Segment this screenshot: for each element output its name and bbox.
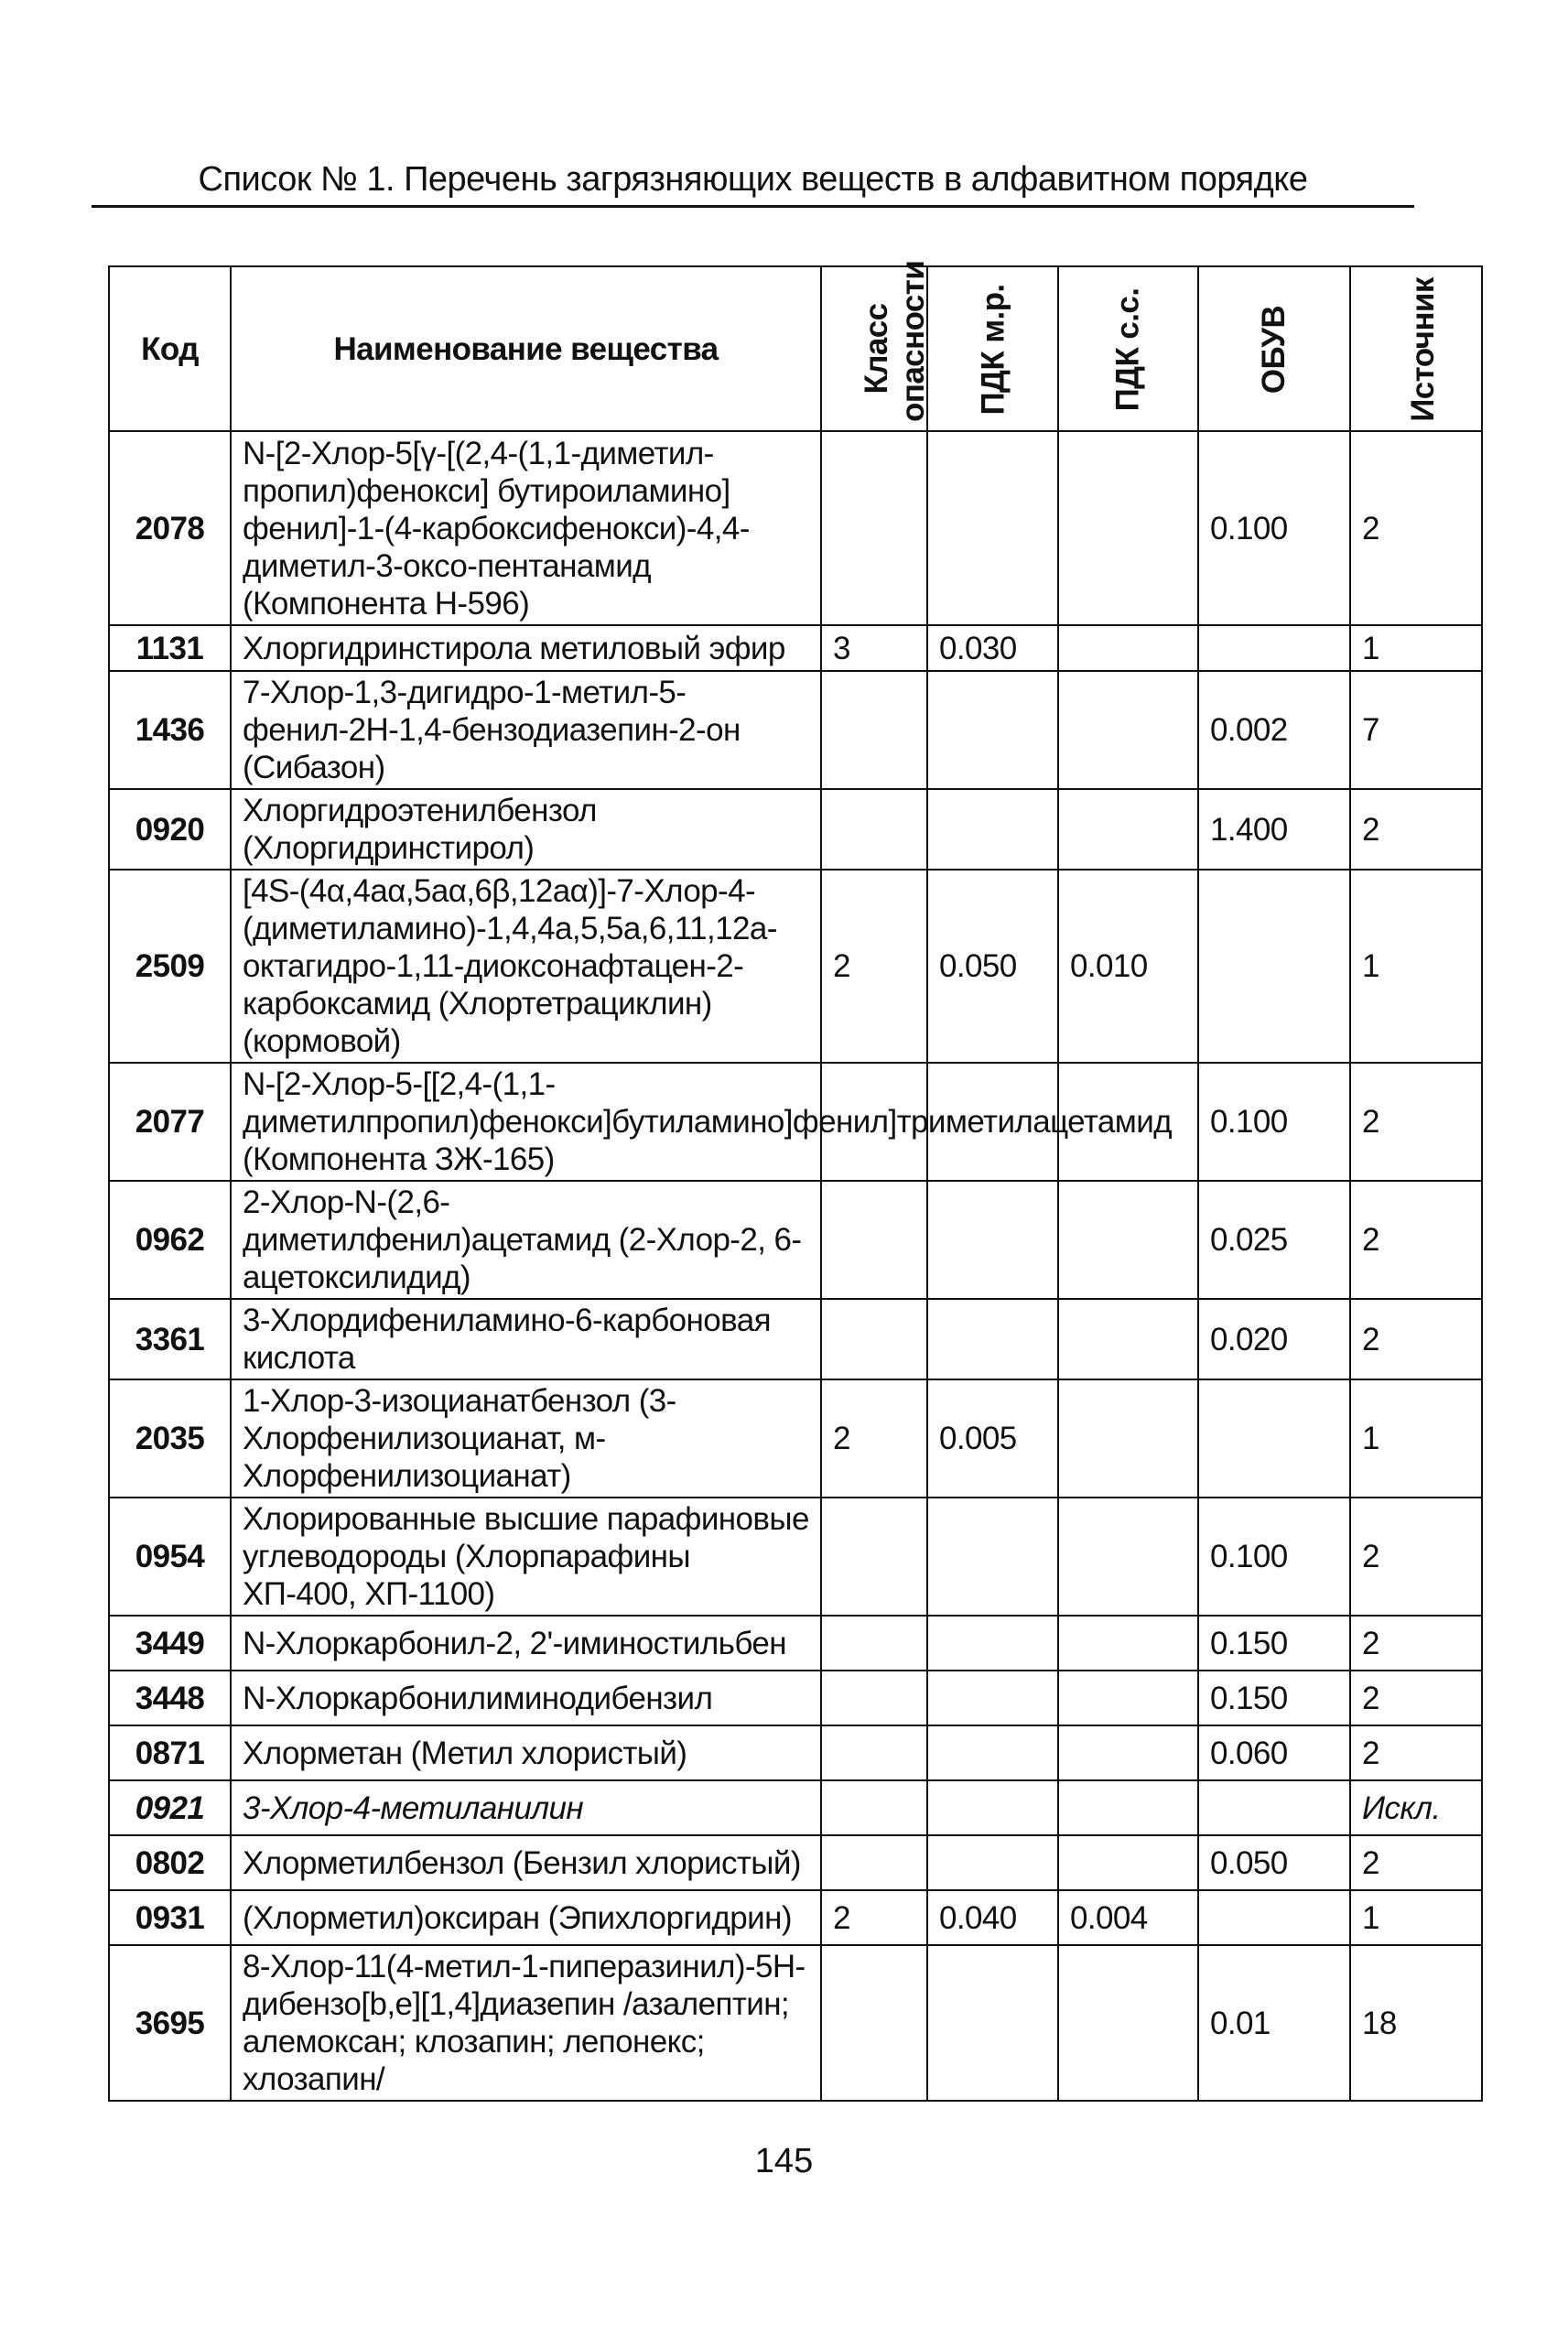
cell-source: 1 [1350, 870, 1482, 1063]
pollutants-table [108, 260, 1483, 2102]
col-header-pdk-ss [1058, 266, 1198, 431]
table-row [109, 1835, 1482, 1890]
obuv-label: ОБУВ [1255, 305, 1292, 394]
cell-hazard-class: 3 [821, 625, 927, 671]
table-row [109, 1063, 1482, 1181]
cell-pdk-ss [1058, 1379, 1198, 1498]
cell-code: 1131 [109, 625, 231, 671]
cell-source: 18 [1350, 1945, 1482, 2101]
cell-code: 0962 [109, 1181, 231, 1299]
cell-obuv [1198, 1890, 1350, 1945]
cell-pdk-ss [1058, 1835, 1198, 1890]
cell-pdk-ss [1058, 1725, 1198, 1780]
cell-obuv [1198, 870, 1350, 1063]
cell-pdk-mr: 0.030 [927, 625, 1058, 671]
cell-name: N-Хлоркарбонил-2, 2'-иминостильбен [231, 1616, 821, 1671]
page-title: Список № 1. Перечень загрязняющих веществ в алфавитном порядке [92, 154, 1414, 208]
cell-obuv [1198, 625, 1350, 671]
cell-pdk-ss [1058, 1498, 1198, 1616]
cell-code: 3695 [109, 1945, 231, 2101]
cell-source: 7 [1350, 671, 1482, 789]
cell-code: 0802 [109, 1835, 231, 1890]
cell-code: 0920 [109, 789, 231, 870]
cell-pdk-mr [927, 1780, 1058, 1835]
cell-source: 1 [1350, 1890, 1482, 1945]
cell-pdk-ss [1058, 789, 1198, 870]
cell-code: 0921 [109, 1780, 231, 1835]
cell-name: Хлорированные высшие парафиновые углеводороды (Хлорпарафины ХП-400, ХП-1100) [231, 1498, 821, 1616]
cell-hazard-class [821, 1498, 927, 1616]
col-header-pdk-mr [927, 266, 1058, 431]
table-row [109, 1725, 1482, 1780]
col-header-hazard-class [821, 260, 931, 431]
cell-name: 8-Хлор-11(4-метил-1-пиперазинил)-5Н-дибензо[b,e][1,4]диазепин /азалептин; алемоксан; клозапин; лепонекс; хлозапин/ [231, 1945, 821, 2101]
cell-obuv: 0.002 [1198, 671, 1350, 789]
cell-name: N-[2-Хлор-5[γ-[(2,4-(1,1-диметил-пропил)фенокси] бутироиламино] фенил]-1-(4-карбоксифенокси)-4,4-диметил-3-оксо-пентанамид (Компонента Н-596) [231, 431, 821, 625]
table-row [109, 1379, 1482, 1498]
table-row [109, 671, 1482, 789]
cell-hazard-class [821, 1725, 927, 1780]
cell-obuv: 0.050 [1198, 1835, 1350, 1890]
table-row [109, 1780, 1482, 1835]
cell-code: 2078 [109, 431, 231, 625]
table-row [109, 431, 1482, 625]
table-row [109, 870, 1482, 1063]
cell-pdk-ss [1058, 1780, 1198, 1835]
cell-source: 2 [1350, 1181, 1482, 1299]
cell-source: 2 [1350, 431, 1482, 625]
cell-obuv: 0.150 [1198, 1671, 1350, 1725]
cell-name: 7-Хлор-1,3-дигидро-1-метил-5-фенил-2Н-1,4-бензодиазепин-2-он (Сибазон) [231, 671, 821, 789]
cell-pdk-ss: 0.004 [1058, 1890, 1198, 1945]
cell-hazard-class [821, 431, 927, 625]
cell-name: (Хлорметил)оксиран (Эпихлоргидрин) [231, 1890, 821, 1945]
cell-hazard-class: 2 [821, 1379, 927, 1498]
cell-pdk-ss [1058, 1945, 1198, 2101]
cell-pdk-ss [1058, 625, 1198, 671]
cell-pdk-ss [1058, 431, 1198, 625]
table-row [109, 1498, 1482, 1616]
cell-pdk-ss [1058, 1299, 1198, 1379]
cell-hazard-class: 2 [821, 1890, 927, 1945]
table-row [109, 1671, 1482, 1725]
cell-obuv [1198, 1379, 1350, 1498]
cell-source: 2 [1350, 1725, 1482, 1780]
cell-source: 2 [1350, 1498, 1482, 1616]
cell-obuv: 0.020 [1198, 1299, 1350, 1379]
cell-pdk-mr [927, 1835, 1058, 1890]
page-number: 145 [754, 2142, 814, 2180]
cell-code: 0931 [109, 1890, 231, 1945]
cell-name: Хлоргидроэтенилбензол (Хлоргидринстирол) [231, 789, 821, 870]
cell-name: N-Хлоркарбонилиминодибензил [231, 1671, 821, 1725]
cell-obuv: 0.100 [1198, 1498, 1350, 1616]
source-label: Источник [1404, 276, 1441, 422]
cell-source: 2 [1350, 1616, 1482, 1671]
cell-hazard-class [821, 671, 927, 789]
pdk-mr-label: ПДК м.р. [975, 283, 1011, 416]
cell-pdk-mr: 0.050 [927, 870, 1058, 1063]
cell-name: Хлорметилбензол (Бензил хлористый) [231, 1835, 821, 1890]
cell-pdk-mr [927, 789, 1058, 870]
table-row [109, 1299, 1482, 1379]
cell-name: 3-Хлордифениламино-6-карбоновая кислота [231, 1299, 821, 1379]
cell-obuv: 0.100 [1198, 1063, 1350, 1181]
cell-obuv: 0.025 [1198, 1181, 1350, 1299]
cell-pdk-mr [927, 1945, 1058, 2101]
cell-source: 1 [1350, 1379, 1482, 1498]
pdk-ss-label: ПДК с.с. [1109, 287, 1146, 411]
cell-obuv [1198, 1780, 1350, 1835]
cell-hazard-class [821, 1945, 927, 2101]
cell-pdk-ss [1058, 1616, 1198, 1671]
cell-source: Искл. [1350, 1780, 1482, 1835]
cell-name: 2-Хлор-N-(2,6-диметилфенил)ацетамид (2-Хлор-2, 6-ацетоксилидид) [231, 1181, 821, 1299]
cell-code: 0871 [109, 1725, 231, 1780]
cell-source: 2 [1350, 1063, 1482, 1181]
cell-source: 1 [1350, 625, 1482, 671]
cell-obuv: 0.060 [1198, 1725, 1350, 1780]
cell-pdk-mr [927, 1671, 1058, 1725]
cell-pdk-mr: 0.040 [927, 1890, 1058, 1945]
table-row [109, 625, 1482, 671]
cell-hazard-class [821, 1616, 927, 1671]
cell-pdk-mr [927, 1181, 1058, 1299]
table-row [109, 1616, 1482, 1671]
cell-name: [4S-(4α,4aα,5aα,6β,12aα)]-7-Хлор-4-(диметиламино)-1,4,4a,5,5a,6,11,12a-октагидро-1,11-диоксонафтацен-2-карбоксамид (Хлортетрациклин) (кормовой) [231, 870, 821, 1063]
cell-pdk-ss: 0.010 [1058, 870, 1198, 1063]
cell-code: 2077 [109, 1063, 231, 1181]
cell-pdk-mr [927, 1725, 1058, 1780]
cell-name: 3-Хлор-4-метиланилин [231, 1780, 821, 1835]
cell-pdk-ss [1058, 671, 1198, 789]
cell-hazard-class [821, 1299, 927, 1379]
col-header-code: Код [109, 266, 231, 431]
cell-code: 3448 [109, 1671, 231, 1725]
cell-obuv: 1.400 [1198, 789, 1350, 870]
cell-pdk-mr [927, 431, 1058, 625]
cell-name: N-[2-Хлор-5-[[2,4-(1,1-диметилпропил)фенокси]бутиламино]фенил]триметилацетамид (Компонента ЗЖ-165) [231, 1063, 821, 1181]
cell-obuv: 0.100 [1198, 431, 1350, 625]
cell-name: Хлорметан (Метил хлористый) [231, 1725, 821, 1780]
cell-pdk-mr [927, 671, 1058, 789]
cell-source: 2 [1350, 1299, 1482, 1379]
col-header-obuv [1198, 266, 1350, 431]
table-row [109, 1181, 1482, 1299]
cell-pdk-mr [927, 1299, 1058, 1379]
cell-hazard-class [821, 1181, 927, 1299]
cell-source: 2 [1350, 789, 1482, 870]
cell-pdk-ss [1058, 1181, 1198, 1299]
cell-name: 1-Хлор-3-изоцианатбензол (3-Хлорфенилизоцианат, м-Хлорфенилизоцианат) [231, 1379, 821, 1498]
table-row [109, 1890, 1482, 1945]
cell-code: 2035 [109, 1379, 231, 1498]
cell-code: 2509 [109, 870, 231, 1063]
cell-pdk-mr: 0.005 [927, 1379, 1058, 1498]
table-body [109, 431, 1482, 2101]
cell-obuv: 0.150 [1198, 1616, 1350, 1671]
col-header-source [1350, 266, 1482, 431]
cell-source: 2 [1350, 1835, 1482, 1890]
col-header-name: Наименование вещества [231, 266, 821, 431]
cell-code: 3361 [109, 1299, 231, 1379]
cell-name: Хлоргидринстирола метиловый эфир [231, 625, 821, 671]
cell-hazard-class [821, 1671, 927, 1725]
cell-obuv: 0.01 [1198, 1945, 1350, 2101]
table-row [109, 1945, 1482, 2101]
cell-hazard-class [821, 1780, 927, 1835]
table-row [109, 789, 1482, 870]
hazard-class-label: Класс опасности [859, 260, 931, 422]
cell-pdk-ss [1058, 1671, 1198, 1725]
cell-hazard-class [821, 1835, 927, 1890]
cell-source: 2 [1350, 1671, 1482, 1725]
table-header-row [109, 266, 1482, 431]
cell-hazard-class: 2 [821, 870, 927, 1063]
cell-hazard-class [821, 789, 927, 870]
cell-pdk-mr [927, 1616, 1058, 1671]
cell-pdk-mr [927, 1498, 1058, 1616]
cell-code: 0954 [109, 1498, 231, 1616]
cell-code: 3449 [109, 1616, 231, 1671]
cell-code: 1436 [109, 671, 231, 789]
